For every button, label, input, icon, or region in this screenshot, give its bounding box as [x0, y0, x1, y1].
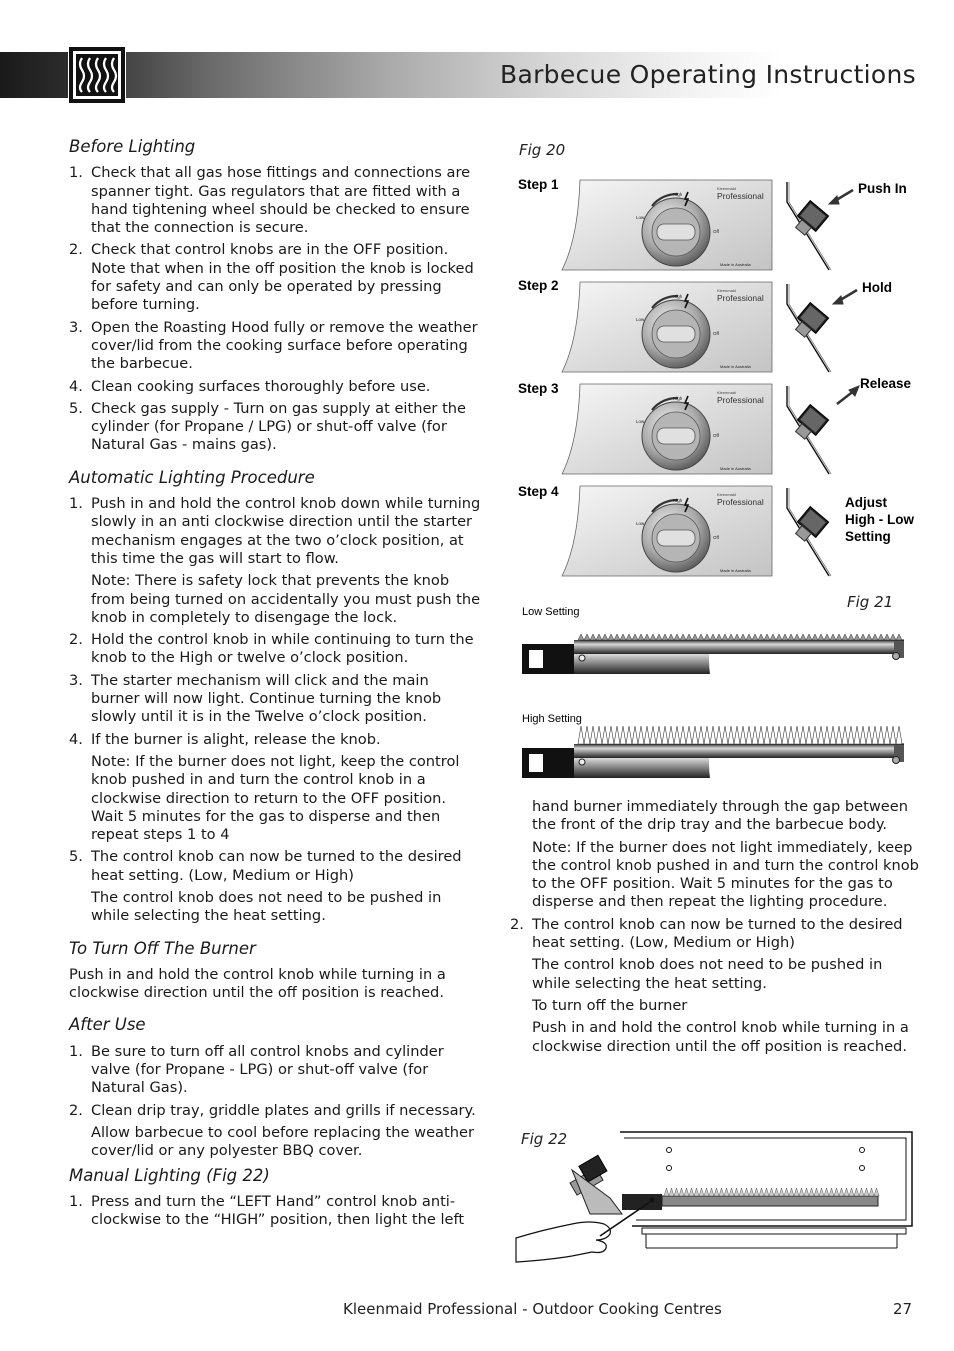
step-label: Step 2 — [518, 278, 559, 293]
footer-text: Kleenmaid Professional - Outdoor Cooking Centres — [343, 1300, 722, 1318]
list-item: 2. Clean drip tray, griddle plates and grills if necessary. — [69, 1101, 476, 1119]
fig22-diagram — [512, 1128, 916, 1270]
step-label: Step 3 — [518, 381, 559, 396]
list-item: 1. Push in and hold the control knob down while turning slowly in an anti clockwise direction until the starter mechanism engages at the two o’clock position, at this time the gas will start to flow. — [69, 495, 481, 567]
page-number: 27 — [893, 1300, 913, 1318]
heat-logo-icon — [68, 46, 126, 104]
list-item: 1. Be sure to turn off all control knobs and cylinder valve (for Propane - LPG) or shut-off valve (for Natural Gas). — [69, 1042, 444, 1097]
left-column — [69, 138, 481, 1233]
note: The control knob does not need to be pushed in while selecting the heat setting. — [91, 888, 442, 925]
note: Allow barbecue to cool before replacing the weather cover/lid or any polyester BBQ cover. — [91, 1123, 474, 1160]
step-label: Step 1 — [518, 177, 559, 192]
list-item: 1. Check that all gas hose fittings and connections are spanner tight. Gas regulators that are fitted with a hand tightening wheel should be checked to ensure that the connection is secure. — [69, 164, 471, 237]
paragraph: Push in and hold the control knob while turning in a clockwise direction until the off position is reached. — [69, 965, 446, 1002]
fig22-label: Fig 22 — [521, 1130, 568, 1148]
list-item: 1. Press and turn the “LEFT Hand” control knob anti-clockwise to the “HIGH” position, then light the left — [69, 1192, 465, 1229]
paragraph: hand burner immediately through the gap between the front of the drip tray and the barbecue body. — [532, 798, 909, 834]
high-setting-label: High Setting — [522, 713, 582, 725]
list-item: 5. The control knob can now be turned to the desired heat setting. (Low, Medium or High) — [69, 848, 462, 884]
knob-side-views — [783, 178, 863, 580]
action-label: Adjust High - Low Setting — [845, 495, 914, 544]
section-heading: Manual Lighting (Fig 22) — [69, 1165, 270, 1185]
control-panels — [560, 178, 774, 578]
list-item: 3. Open the Roasting Hood fully or remove the weather cover/lid from the cooking surface before operating the barbecue. — [69, 318, 478, 373]
list-item: 4. Clean cooking surfaces thoroughly before use. — [69, 377, 431, 395]
note: Push in and hold the control knob while turning in a clockwise direction until the off position is reached. — [532, 1019, 909, 1055]
section-heading: Automatic Lighting Procedure — [69, 467, 315, 487]
before-lighting-list — [69, 164, 481, 454]
auto-lighting-list — [69, 495, 481, 926]
fig21-label: Fig 21 — [847, 593, 894, 611]
note: The control knob does not need to be pushed in while selecting the heat setting. — [532, 956, 883, 992]
right-column-text — [510, 798, 922, 1060]
fig20-label: Fig 20 — [519, 141, 566, 159]
page-title: Barbecue Operating Instructions — [500, 60, 916, 89]
list-item: 5. Check gas supply - Turn on gas supply at either the cylinder (for Propane / LPG) or shut-off valve (for Natural Gas - mains gas). — [69, 399, 467, 454]
list-item: 2. Hold the control knob in while continuing to turn the knob to the High or twelve o’clock position. — [69, 631, 474, 667]
section-heading: To Turn Off The Burner — [69, 938, 256, 958]
manual-lighting-list — [69, 1193, 481, 1230]
list-item: 2. Check that control knobs are in the OFF position. Note that when in the off position the knob is locked for safety and can only be operated by pressing before turning. — [69, 241, 474, 314]
section-heading: After Use — [69, 1015, 146, 1035]
note: To turn off the burner — [532, 996, 688, 1014]
list-item: 2. The control knob can now be turned to the desired heat setting. (Low, Medium or High) — [510, 915, 903, 952]
note: Note: There is safety lock that prevents the knob from being turned on accidentally you must push the knob in completely to disengage the lock. — [91, 572, 481, 626]
list-item: 3. The starter mechanism will click and the main burner will now light. Continue turning the knob slowly until it is in the Twelve o’clock position. — [69, 671, 442, 726]
section-heading: Before Lighting — [69, 137, 196, 156]
note: Note: If the burner does not light immediately, keep the control knob pushed in and turn the control knob to the OFF position. Wait 5 minutes for the gas to disperse and then repeat the lighting procedure. — [532, 838, 919, 911]
after-use-list — [69, 1043, 481, 1161]
step-label: Step 4 — [518, 484, 559, 499]
note: Note: If the burner does not light, keep the control knob pushed in and turn the control knob in a clockwise direction to return to the OFF position. Wait 5 minutes for the gas to disperse and then repeat steps 1 to 4 — [91, 752, 460, 844]
burner-diagrams — [520, 622, 910, 790]
low-flames — [522, 634, 904, 674]
low-setting-label: Low Setting — [522, 606, 580, 618]
action-label: Release — [860, 376, 912, 391]
action-label: Push In — [858, 181, 907, 196]
action-label: Hold — [862, 280, 892, 295]
list-item: 4. If the burner is alight, release the knob. — [69, 730, 381, 748]
